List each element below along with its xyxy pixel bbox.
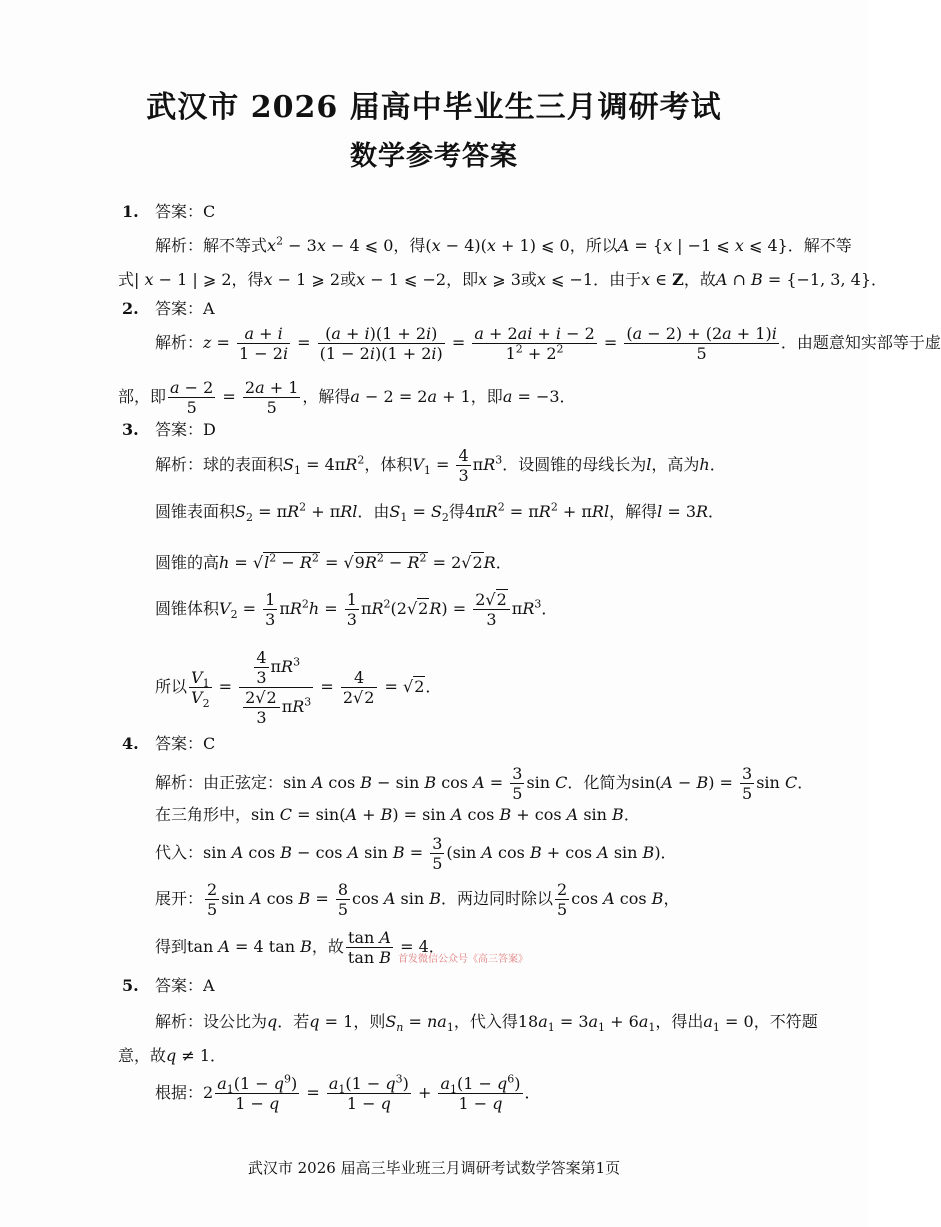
q5-answer: 答案：A [155,976,215,995]
q1-explanation-line-2: 式| x − 1 | ⩾ 2，得x − 1 ⩾ 2或x − 1 ⩽ −2，即x ⩾ 3或x ⩽ −1．由于x ∈ Z，故A ∩ B = {−1, 3, 4}． [118,270,888,289]
q2-answer: 答案：A [155,299,215,318]
q3-explanation-line-2: 圆锥表面积$S_2 = \pi R^2 + \pi Rl$．由$S_1 = S_2$得$4\pi R^2 = \pi R^2 + \pi Rl$，解得l = 3R． [155,500,725,525]
q2-explanation-line-1: 解析：z = $\frac{a + i}{1 - 2i}$ = $\frac{(a + i)(1 + 2i)}{(1 - 2i)(1 + 2i)}$ = $\frac{a + 2ai + i - 2}{1^2 + 2^2}$ = $\frac{(a - 2) + (2a + 1)i}{5}$ ．由题意知实部等于虚 [155,324,941,363]
q4-explanation-line-4: 展开： $\frac{2}{5}$ sin A cos B = $\frac{8}{5}$ cos A sin B．两边同时除以 $\frac{2}{5}$ cos A cos B， [155,880,680,919]
q5-explanation-line-1: 解析：设公比为q．若q = 1，则$S_n = na_1$，代入得$18a_1 = 3a_1 + 6a_1$，得出$a_1 = 0$，不符题 [155,1012,818,1035]
q3-explanation-line-4: 圆锥体积$V_2$ = $\frac{1}{3}$ $\pi R^2h$ = $\frac{1}{3}$ $\pi R^2(2√2R)$ = $\frac{2√2}{3}$ $\pi R^3$． [155,590,558,629]
q3-answer: 答案：D [155,420,216,439]
q4-explanation-line-3: 代入：sin A cos B − cos A sin B = $\frac{3}{5}$ (sin A cos B + cos A sin B)． [155,834,677,873]
q1-answer: 答案：C [155,202,216,221]
page-footer: 武汉市 2026 届高三毕业班三月调研考试数学答案第1页 [247,1159,621,1177]
q2-explanation-line-2: 部，即 $\frac{a - 2}{5}$ = $\frac{2a + 1}{5}$ ，解得a − 2 = 2a + 1，即a = −3． [118,378,576,417]
q1-explanation-line-1: 解析：解不等式$x^2 - 3x - 4$ ⩽ 0，得(x − 4)(x + 1) ⩽ 0，所以A = {x | −1 ⩽ x ⩽ 4}．解不等 [155,234,852,255]
q4-number: 4. [122,734,139,753]
q5-explanation-line-2: 意，故q ≠ 1． [118,1046,227,1065]
q3-explanation-line-1: 解析：球的表面积$S_1 = 4\pi R^2$，体积$V_1$ = $\frac{4}{3}$ $\pi R^3$．设圆锥的母线长为l，高为h． [155,446,726,485]
page-subtitle: 数学参考答案 [350,141,518,172]
q1-number: 1. [122,202,139,221]
q3-number: 3. [122,420,139,439]
q3-explanation-line-3: 圆锥的高$h = √l^2 - R^2 = √9R^2 - R^2 = 2√2R$． [155,551,512,572]
q5-number: 5. [122,976,139,995]
page-title: 武汉市 2026 届高中毕业生三月调研考试 [146,90,722,125]
q4-explanation-line-2: 在三角形中，sin C = sin(A + B) = sin A cos B + cos A sin B． [155,805,640,824]
q2-number: 2. [122,299,139,318]
watermark-text: 首发微信公众号《高三答案》 [398,954,528,965]
q5-explanation-line-3: 根据：2 $\frac{a_1(1 - q^9)}{1 - q}$ = $\frac{a_1(1 - q^3)}{1 - q}$ + $\frac{a_1(1 - q^6)}{1 - q}$ ． [155,1072,541,1113]
q4-answer: 答案：C [155,734,216,753]
q4-explanation-line-5: 得到tan A = 4 tan B，故 $\frac{\text{tan A}}{\text{tan B}}$ = 4． [155,928,445,967]
q3-explanation-line-5: 所以 $\frac{V_1}{V_2}$ = $\frac{4}{3}$ $\pi R^3$ $\frac{2√2}{3}$ $\pi R^3$ = $\frac{4}{2√2}$ = √2． [155,648,442,727]
q4-explanation-line-1: 解析：由正弦定：sin A cos B − sin B cos A = $\frac{3}{5}$ sin C．化简为sin(A − B) = $\frac{3}{5}$ sin C． [155,764,814,803]
